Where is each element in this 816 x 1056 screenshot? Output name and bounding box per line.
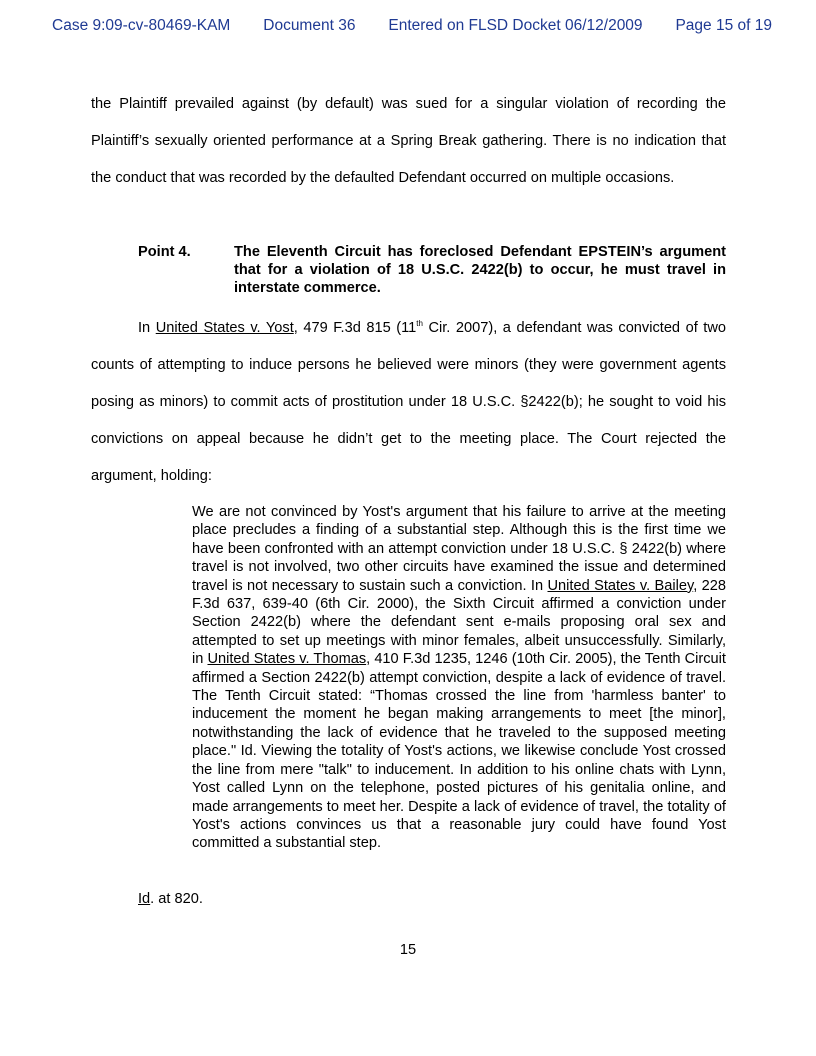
yost-rest: Cir. 2007), a defendant was convicted of two counts of attempting to induce persons he believed were minors (they were government agents posing as minors) to commit acts of prostitution under 18 U.S.C. §2422(b); he sought to void his convictions on appeal because he didn’t get to the meeting place. The Court rejected the argument, holding:	[91, 320, 726, 484]
block-quote-text	[192, 503, 726, 853]
intro-paragraph	[91, 86, 726, 197]
header-document: Document 36	[263, 17, 356, 34]
quote-part-2: , 228 F.3d 637, 639-40 (6th Cir. 2000), the Sixth Circuit affirmed a conviction under Section 2422(b) where the defendant sent e-mails proposing oral sex and attempted to set up meetings with minor females, albeit unsuccessfully. Similarly, in	[192, 577, 727, 668]
citation-rest: . at 820.	[150, 891, 203, 907]
page-number: 15	[399, 942, 417, 958]
point-heading-text: The Eleventh Circuit has foreclosed Defendant EPSTEIN’s argument that for a violation of 18 U.S.C. 2422(b) to occur, he must travel in interstate commerce.	[234, 244, 726, 296]
docket-header	[52, 17, 772, 35]
point-label: Point 4.	[138, 244, 191, 260]
yost-paragraph	[91, 310, 726, 495]
yost-paragraph-text	[91, 310, 726, 495]
case-name-yost: United States v. Yost	[155, 320, 294, 336]
quote-part-3: , 410 F.3d 1235, 1246 (10th Cir. 2005), the Tenth Circuit affirmed a Section 2422(b) attempt conviction, despite a lack of evidence of travel. The Tenth Circuit stated: “Thomas crossed the line from 'harmless banter' to inducement the moment he began making arrangements to meet [the minor], notwithstanding the lack of evidence that he traveled to the supposed meeting place." Id. Viewing the totality of Yost's actions, we likewise conclude Yost crossed the line from mere "talk" to inducement. In addition to his online chats with Lynn, Yost called Lynn on the telephone, posted pictures of his genitalia online, and made arrangements to meet her. Despite a lack of evidence of travel, the totality of Yost's actions convinces us that a reasonable jury could have found Yost committed a substantial step.	[192, 651, 726, 852]
citation-id: Id	[138, 891, 151, 907]
citation-line	[138, 889, 203, 909]
header-case-number: Case 9:09-cv-80469-KAM	[52, 17, 231, 34]
intro-paragraph-text: the Plaintiff prevailed against (by default) was sued for a singular violation of recording the Plaintiff’s sexually oriented performance at a Spring Break gathering. There is no indication that the conduct that was recorded by the defaulted Defendant occurred on multiple occasions.	[91, 96, 726, 186]
block-quote	[192, 503, 726, 853]
ordinal-superscript: th	[416, 319, 423, 329]
case-name-thomas: United States v. Thomas	[207, 651, 367, 668]
header-page: Page 15 of 19	[675, 17, 772, 34]
yost-citation: , 479 F.3d 815 (11	[293, 320, 417, 336]
quote-part-1: We are not convinced by Yost's argument that his failure to arrive at the meeting place precludes a finding of a substantial step. Although this is the first time we have been confronted with an attempt conviction under 18 U.S.C. § 2422(b) where travel is not involved, two other circuits have examined the issue and determined travel is not necessary to sustain such a conviction. In	[192, 504, 726, 594]
case-name-bailey: United States v. Bailey	[547, 577, 694, 594]
point-heading	[138, 243, 726, 297]
header-entered: Entered on FLSD Docket 06/12/2009	[388, 17, 643, 34]
yost-lead: In	[138, 320, 156, 336]
